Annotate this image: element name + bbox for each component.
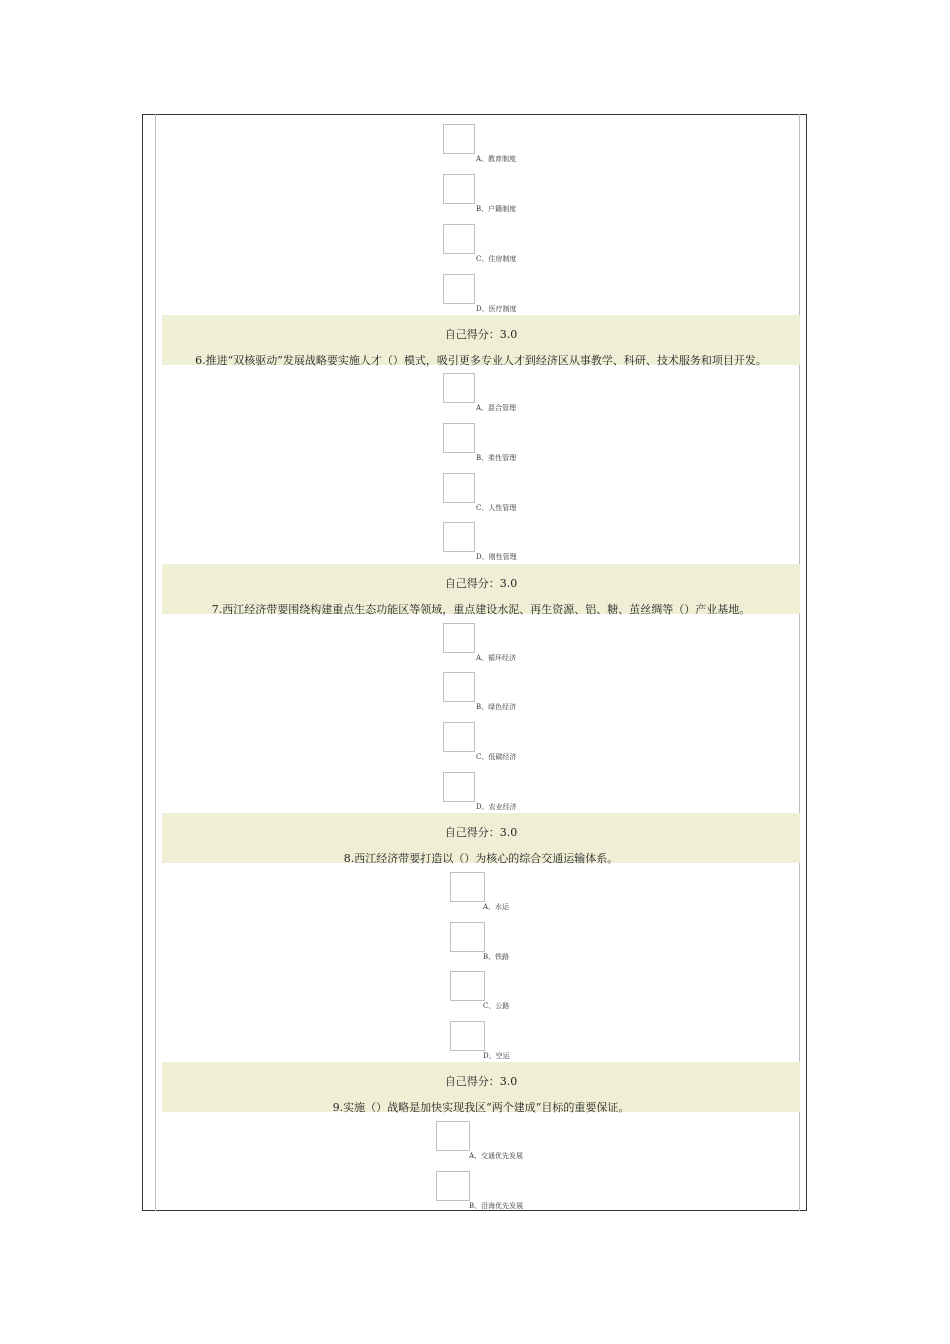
q7-option-b-label: B、绿色经济 <box>476 703 517 711</box>
q8-option-c-checkbox[interactable] <box>450 971 485 1001</box>
q8-option-b-label: B、铁路 <box>483 953 510 961</box>
q5-option-c-checkbox[interactable] <box>443 224 475 254</box>
score-text: 自己得分：3.0 <box>444 1075 518 1088</box>
q5-option-d-checkbox[interactable] <box>443 274 475 304</box>
q5-option-c-label: C、住房制度 <box>476 255 517 263</box>
q7-option-d-label: D、农业经济 <box>476 803 517 811</box>
question-8-text: 8.西江经济带要打造以（）为核心的综合交通运输体系。 <box>343 852 619 865</box>
q7-option-a-checkbox[interactable] <box>443 623 475 653</box>
score-text: 自己得分：3.0 <box>444 826 518 839</box>
q9-option-a-label: A、交通优先发展 <box>469 1152 524 1160</box>
q6-option-d-label: D、刚性管理 <box>476 553 517 561</box>
question-7-text: 7.西江经济带要围绕构建重点生态功能区等领域，重点建设水泥、再生资源、铝、糖、茧丝绸等（）产业基地。 <box>211 603 751 616</box>
q5-option-a-label: A、教育制度 <box>476 155 517 163</box>
q8-option-c-label: C、公路 <box>483 1002 510 1010</box>
q6-option-a-checkbox[interactable] <box>443 373 475 403</box>
q8-option-d-label: D、空运 <box>483 1052 510 1060</box>
q6-option-b-checkbox[interactable] <box>443 423 475 453</box>
q6-option-a-label: A、混合管理 <box>476 404 517 412</box>
question-9-text: 9.实施（）战略是加快实现我区“两个建成”目标的重要保证。 <box>332 1101 630 1114</box>
q6-option-c-label: C、人性管理 <box>476 504 517 512</box>
q7-option-b-checkbox[interactable] <box>443 672 475 702</box>
q5-option-a-checkbox[interactable] <box>443 124 475 154</box>
question-6-text: 6.推进“双核驱动”发展战略要实施人才（）模式，吸引更多专业人才到经济区从事教学、科研、技术服务和项目开发。 <box>195 354 767 367</box>
score-text: 自己得分：3.0 <box>444 577 518 590</box>
q7-option-d-checkbox[interactable] <box>443 772 475 802</box>
right-scroll-edge <box>799 114 800 1211</box>
q8-option-a-checkbox[interactable] <box>450 872 485 902</box>
q6-option-d-checkbox[interactable] <box>443 522 475 552</box>
q7-option-a-label: A、循环经济 <box>476 654 517 662</box>
q9-option-b-checkbox[interactable] <box>436 1171 470 1201</box>
q5-option-d-label: D、医疗制度 <box>476 305 517 313</box>
q7-option-c-label: C、低碳经济 <box>476 753 517 761</box>
q9-option-a-checkbox[interactable] <box>436 1121 470 1151</box>
q6-option-c-checkbox[interactable] <box>443 473 475 503</box>
q8-option-a-label: A、水运 <box>483 903 510 911</box>
q8-option-b-checkbox[interactable] <box>450 922 485 952</box>
left-scroll-edge <box>155 114 156 1211</box>
score-text: 自己得分：3.0 <box>444 328 518 341</box>
q9-option-b-label: B、沿海优先发展 <box>469 1202 524 1210</box>
q5-option-b-checkbox[interactable] <box>443 174 475 204</box>
q8-option-d-checkbox[interactable] <box>450 1021 485 1051</box>
q6-option-b-label: B、柔性管理 <box>476 454 517 462</box>
q5-option-b-label: B、户籍制度 <box>476 205 517 213</box>
q7-option-c-checkbox[interactable] <box>443 722 475 752</box>
